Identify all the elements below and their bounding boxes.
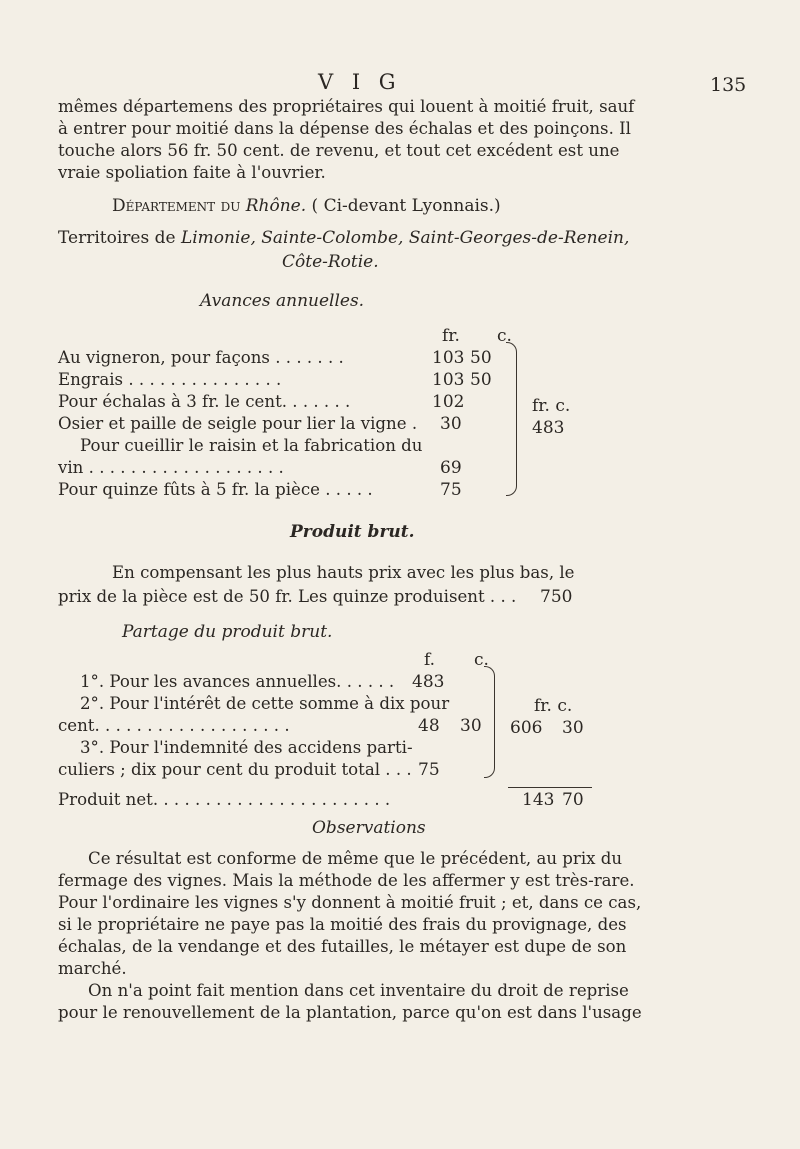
advances-row-label: vin . . . . . . . . . . . . . . . . . . . [58,458,284,477]
advances-row-label: Pour échalas à 3 fr. le cent. . . . . . . [58,392,351,411]
sharing-brace [484,666,495,778]
advances-row-c: 50 [470,370,492,390]
advances-title: Avances annuelles. [200,291,365,311]
text-line: fermage des vignes. Mais la méthode de les affermer y est très-rare. [58,871,635,890]
sharing-col-c: c. [474,650,489,670]
advances-row-fr: 30 [440,414,462,434]
advances-row-fr: 102 [432,392,465,412]
intro-paragraph [58,96,748,184]
advances-row-label: Pour quinze fûts à 5 fr. la pièce . . . . . [58,480,373,499]
sharing-row-fr: 483 [412,672,445,692]
advances-total-unit: fr. c. [532,396,571,416]
advances-brace [506,342,517,496]
sharing-row-label: 2°. Pour l'intérêt de cette somme à dix pour [80,694,450,713]
department-former: ( Ci-devant Lyonnais.) [311,196,501,216]
observations-paragraph-2 [58,980,748,1024]
text-line: touche alors 56 fr. 50 cent. de revenu, et tout cet excédent est une [58,141,620,160]
net-fr: 143 [522,790,555,810]
page-number: 135 [710,74,747,96]
advances-row-label: Au vigneron, pour façons . . . . . . . [58,348,344,367]
observations-title: Observations [312,818,426,838]
sharing-row-fr: 48 [418,716,440,736]
gross-line: prix de la pièce est de 50 fr. Les quinze produisent . . . [58,587,517,606]
sharing-total-unit: fr. c. [534,696,573,716]
gross-line: En compensant les plus hauts prix avec les plus bas, le [112,563,575,582]
observations-paragraph-1 [58,848,748,980]
advances-col-fr: fr. [442,326,460,346]
territories-prefix: Territoires de [58,228,176,248]
sharing-col-fr: f. [424,650,436,670]
text-line: marché. [58,959,127,978]
territories-names-2: Côte-Rotie. [282,252,379,272]
text-line: mêmes départemens des propriétaires qui louent à moitié fruit, sauf [58,97,635,116]
text-line: On n'a point fait mention dans cet inventaire du droit de reprise [88,981,629,1000]
running-title: V I G [318,70,402,94]
department-name: Rhône. [245,196,307,216]
gross-value: 750 [540,587,573,607]
text-line: si le propriétaire ne paye pas la moitié des frais du provignage, des [58,915,627,934]
gross-title: Produit brut. [290,522,415,542]
advances-row-label: Osier et paille de seigle pour lier la vigne . [58,414,418,433]
sharing-row-label: cent. . . . . . . . . . . . . . . . . . . [58,716,290,735]
text-line: échalas, de la vendange et des futailles, le métayer est dupe de son [58,937,627,956]
text-line: Pour l'ordinaire les vignes s'y donnent à moitié fruit ; et, dans ce cas, [58,893,642,912]
text-line: à entrer pour moitié dans la dépense des échalas et des poinçons. Il [58,119,631,138]
department-heading [112,196,501,216]
advances-row-fr: 69 [440,458,462,478]
sharing-row-label: culiers ; dix pour cent du produit total . . . [58,760,412,779]
text-line: Ce résultat est conforme de même que le précédent, au prix du [88,849,623,868]
department-label: Département du [112,196,241,216]
net-c: 70 [562,790,584,810]
sharing-row-label: 1°. Pour les avances annuelles. . . . . . [80,672,395,691]
net-label: Produit net. . . . . . . . . . . . . . . . . . . . . . . [58,790,391,809]
advances-col-c: c. [497,326,512,346]
advances-row-label: Pour cueillir le raisin et la fabrication du [80,436,423,455]
sharing-row-c: 30 [460,716,482,736]
text-line: pour le renouvellement de la plantation, parce qu'on est dans l'usage [58,1003,642,1022]
territories-names: Limonie, Sainte-Colombe, Saint-Georges-de-Renein, [180,228,630,248]
advances-row-fr: 103 [432,370,465,390]
advances-row-fr: 103 [432,348,465,368]
text-line: vraie spoliation faite à l'ouvrier. [58,163,326,182]
advances-row-label: Engrais . . . . . . . . . . . . . . . [58,370,282,389]
advances-row-fr: 75 [440,480,462,500]
sharing-title: Partage du produit brut. [122,622,333,642]
total-rule [508,787,592,788]
advances-row-c: 50 [470,348,492,368]
sharing-row-fr: 75 [418,760,440,780]
advances-total: 483 [532,418,565,438]
sharing-total-c: 30 [562,718,584,738]
sharing-total-fr: 606 [510,718,543,738]
territories-line [58,228,629,248]
sharing-row-label: 3°. Pour l'indemnité des accidens parti- [80,738,413,757]
